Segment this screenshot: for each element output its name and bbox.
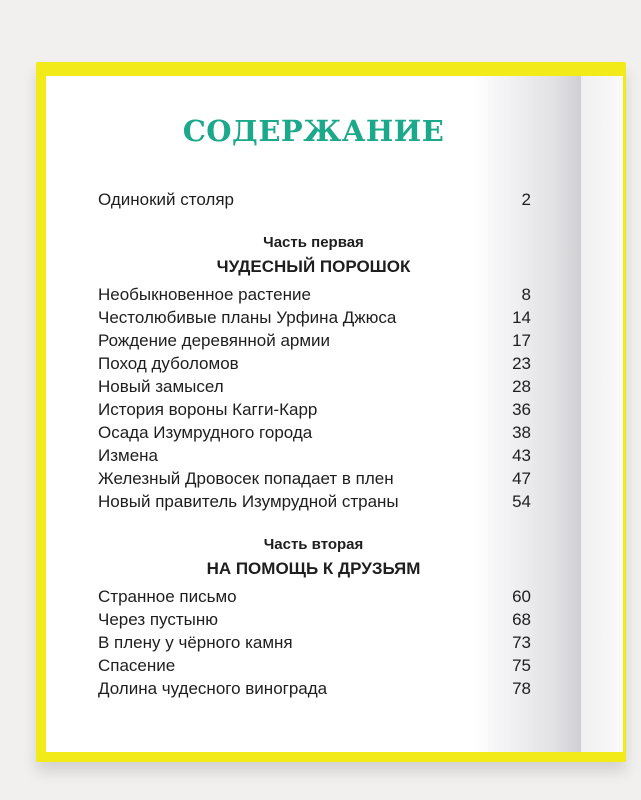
entry-page: 54: [512, 492, 531, 511]
entry-page: 17: [512, 331, 531, 350]
entry-page: 75: [512, 656, 531, 675]
entry-page: 78: [512, 679, 531, 698]
entry-label: Необыкновенное растение: [98, 285, 311, 304]
toc-entry: [98, 284, 531, 306]
entry-page: 68: [512, 610, 531, 629]
toc-entry: [98, 468, 531, 490]
entry-label: Новый замысел: [98, 377, 224, 396]
entry-page: 47: [512, 469, 531, 488]
part-name: НА ПОМОЩЬ К ДРУЗЬЯМ: [206, 559, 421, 578]
part-name: ЧУДЕСНЫЙ ПОРОШОК: [216, 257, 411, 276]
entry-page: 60: [512, 587, 531, 606]
entry-label: Через пустыню: [98, 610, 218, 629]
part-heading: [46, 534, 581, 581]
entry-label: В плену у чёрного камня: [98, 633, 293, 652]
toc-entry: [98, 586, 531, 608]
page-title: СОДЕРЖАНИЕ: [182, 114, 445, 148]
entry-label: Поход дуболомов: [98, 354, 239, 373]
entry-label: Одинокий столяр: [98, 190, 235, 209]
toc-entry: [98, 678, 531, 700]
entry-page: 8: [521, 285, 531, 304]
facing-page: [581, 76, 623, 752]
toc-entry: [98, 491, 531, 513]
entry-label: Спасение: [98, 656, 176, 675]
entry-label: Рождение деревянной армии: [98, 331, 331, 350]
entry-label: Осада Изумрудного города: [98, 423, 313, 442]
entry-page: 73: [512, 633, 531, 652]
entry-page: 2: [521, 190, 531, 209]
entry-page: 43: [512, 446, 531, 465]
entry-label: Честолюбивые планы Урфина Джюса: [98, 308, 397, 327]
toc-entry: [98, 399, 531, 421]
toc-entry: [98, 376, 531, 398]
part-label: Часть первая: [263, 234, 364, 251]
toc-entry: [98, 189, 531, 211]
entry-label: Странное письмо: [98, 587, 237, 606]
toc-entry: [98, 353, 531, 375]
entry-label: Долина чудесного винограда: [98, 679, 328, 698]
toc-entry: [98, 330, 531, 352]
entry-label: Новый правитель Изумрудной страны: [98, 492, 399, 511]
toc-entry: [98, 422, 531, 444]
toc-entry: [98, 609, 531, 631]
entry-page: 28: [512, 377, 531, 396]
entry-page: 36: [512, 400, 531, 419]
entry-label: Измена: [98, 446, 158, 465]
part-label: Часть вторая: [263, 536, 364, 553]
entry-page: 38: [512, 423, 531, 442]
entry-page: 23: [512, 354, 531, 373]
part-heading: [46, 232, 581, 279]
toc-entry: [98, 655, 531, 677]
toc-entry: [98, 445, 531, 467]
entry-page: 14: [512, 308, 531, 327]
toc-entry: [98, 632, 531, 654]
entry-label: История вороны Кагги-Карр: [98, 400, 318, 419]
toc-entry: [98, 307, 531, 329]
entry-label: Железный Дровосек попадает в плен: [98, 469, 394, 488]
